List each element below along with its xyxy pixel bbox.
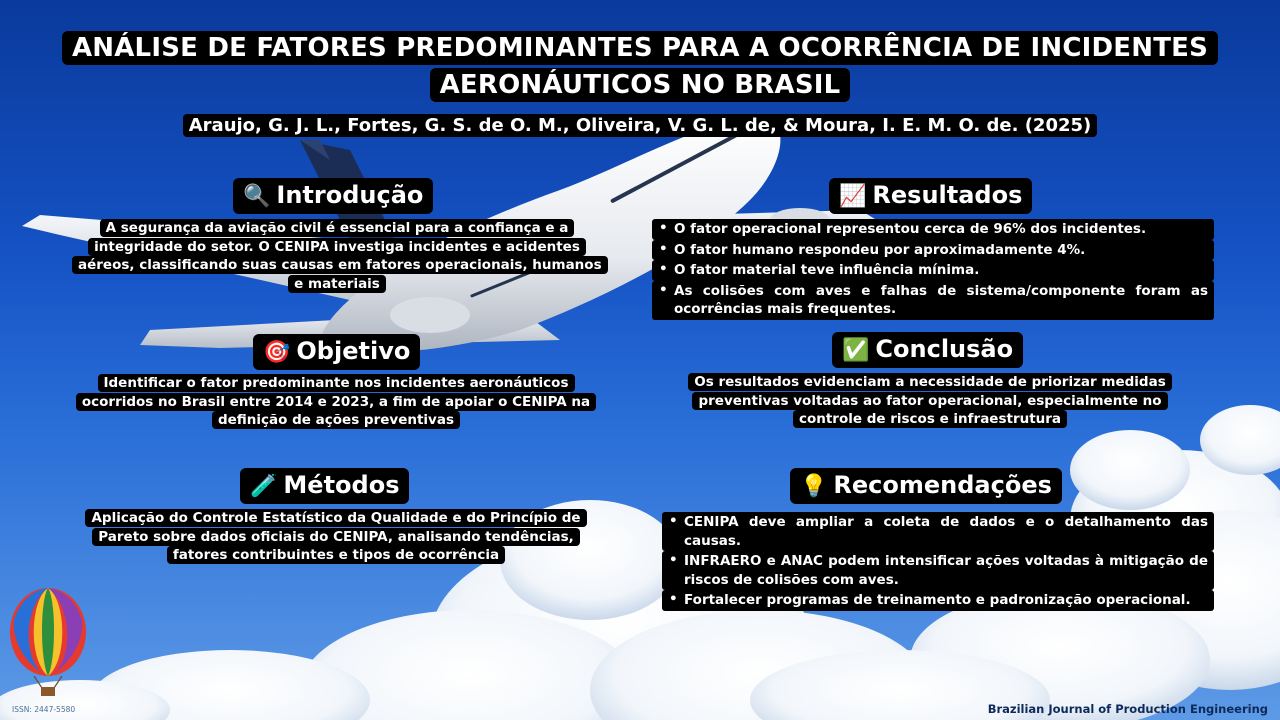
title-line-2: AERONÁUTICOS NO BRASIL — [430, 68, 851, 102]
chart-increasing-icon: 📈 — [839, 184, 867, 209]
heading-objetivo — [253, 334, 420, 370]
poster-title — [60, 30, 1220, 104]
introducao-text: A segurança da aviação civil é essencial para a confiança e a integridade do setor. O CENIPA investiga incidentes e acidentes aéreos, classificando suas causas em fatores operacionais, humanos e materiais — [72, 219, 608, 293]
recomendacoes-title: Recomendações — [833, 471, 1052, 499]
conclusao-text: Os resultados evidenciam a necessidade de priorizar medidas preventivas voltadas ao fator operacional, especialmente no controle de riscos e infraestrutura — [688, 373, 1171, 428]
metodos-title: Métodos — [283, 471, 400, 499]
title-line-1: ANÁLISE DE FATORES PREDOMINANTES PARA A OCORRÊNCIA DE INCIDENTES — [62, 31, 1218, 65]
heading-introducao — [233, 178, 433, 214]
heading-resultados — [829, 178, 1032, 214]
authors-line — [60, 114, 1220, 138]
recomendacoes-list — [662, 512, 1214, 611]
introducao-title: Introdução — [276, 181, 424, 209]
objetivo-title: Objetivo — [296, 337, 411, 365]
list-item: • As colisões com aves e falhas de sistema/componente foram as ocorrências mais frequentes. — [652, 281, 1214, 320]
recomendacoes-list-wrap — [662, 512, 1214, 611]
target-icon: 🎯 — [263, 340, 291, 365]
resultados-title: Resultados — [872, 181, 1023, 209]
objetivo-block — [70, 374, 602, 430]
check-mark-icon: ✅ — [842, 338, 870, 363]
heading-conclusao — [832, 332, 1023, 368]
conclusao-block — [670, 373, 1190, 429]
list-item: • O fator operacional representou cerca de 96% dos incidentes. — [652, 219, 1214, 240]
test-tube-icon: 🧪 — [250, 474, 278, 499]
authors-text: Araujo, G. J. L., Fortes, G. S. de O. M., Oliveira, V. G. L. de, & Moura, I. E. M. O. de. (2025) — [183, 114, 1098, 137]
metodos-text: Aplicação do Controle Estatístico da Qualidade e do Princípio de Pareto sobre dados oficiais do CENIPA, analisando tendências, fatores contribuintes e tipos de ocorrência — [85, 509, 586, 564]
heading-metodos — [240, 468, 409, 504]
resultados-list-wrap — [652, 219, 1214, 320]
magnifier-icon: 🔍 — [243, 184, 271, 209]
objetivo-text: Identificar o fator predominante nos incidentes aeronáuticos ocorridos no Brasil entre 2014 e 2023, a fim de apoiar o CENIPA na definição de ações preventivas — [76, 374, 596, 429]
metodos-block — [70, 509, 602, 565]
resultados-list — [652, 219, 1214, 320]
list-item: • INFRAERO e ANAC podem intensificar ações voltadas à mitigação de riscos de colisões com aves. — [662, 551, 1214, 590]
issn-label: ISSN: 2447-5580 — [12, 705, 76, 714]
list-item: • Fortalecer programas de treinamento e padronização operacional. — [662, 590, 1214, 611]
balloon-logo — [10, 588, 86, 696]
list-item: • O fator humano respondeu por aproximadamente 4%. — [652, 240, 1214, 261]
list-item: • CENIPA deve ampliar a coleta de dados e o detalhamento das causas. — [662, 512, 1214, 551]
journal-name: Brazilian Journal of Production Engineering — [987, 702, 1268, 716]
introducao-block — [72, 219, 602, 293]
light-bulb-icon: 💡 — [800, 474, 828, 499]
heading-recomendacoes — [790, 468, 1062, 504]
list-item: • O fator material teve influência mínima. — [652, 260, 1214, 281]
conclusao-title: Conclusão — [875, 335, 1014, 363]
